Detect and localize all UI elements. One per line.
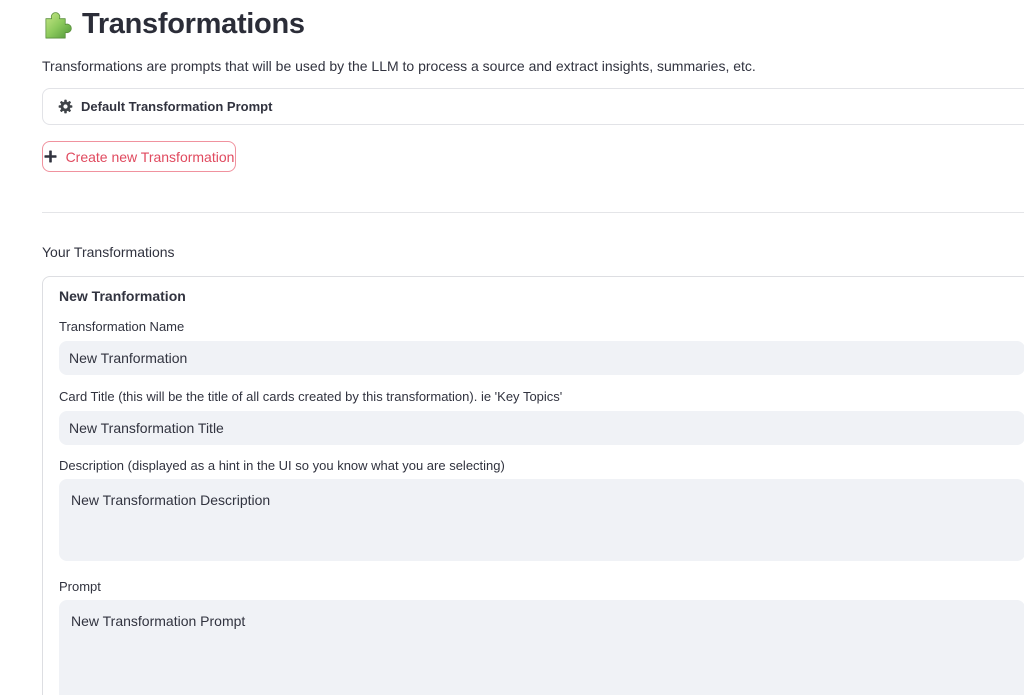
default-transformation-prompt-expander[interactable] bbox=[42, 88, 1024, 125]
expander-label: Default Transformation Prompt bbox=[81, 99, 273, 115]
page-title: Transformations bbox=[82, 7, 305, 40]
prompt-label: Prompt bbox=[59, 579, 101, 595]
gear-icon bbox=[58, 99, 73, 114]
your-transformations-heading: Your Transformations bbox=[42, 244, 175, 261]
card-title-input[interactable] bbox=[59, 411, 1024, 445]
transformation-name-input[interactable] bbox=[59, 341, 1024, 375]
plus-icon bbox=[44, 150, 57, 163]
page-subtitle: Transformations are prompts that will be used by the LLM to process a source and extract insights, summaries, etc. bbox=[42, 58, 756, 74]
description-textarea[interactable] bbox=[59, 479, 1024, 561]
transformation-card bbox=[42, 276, 1024, 695]
create-button-label: Create new Transformation bbox=[65, 148, 235, 165]
create-new-transformation-button[interactable] bbox=[42, 141, 236, 172]
prompt-textarea[interactable] bbox=[59, 600, 1024, 695]
card-title-label: Card Title (this will be the title of all cards created by this transformation). ie 'Key Topics' bbox=[59, 389, 563, 405]
transformations-page bbox=[42, 0, 1024, 695]
transformation-name-label: Transformation Name bbox=[59, 319, 185, 335]
description-label: Description (displayed as a hint in the UI so you know what you are selecting) bbox=[59, 458, 505, 474]
section-divider bbox=[42, 212, 1024, 213]
page-header bbox=[42, 0, 1024, 40]
puzzle-piece-icon bbox=[42, 9, 73, 40]
transformation-card-title: New Tranformation bbox=[59, 288, 186, 305]
